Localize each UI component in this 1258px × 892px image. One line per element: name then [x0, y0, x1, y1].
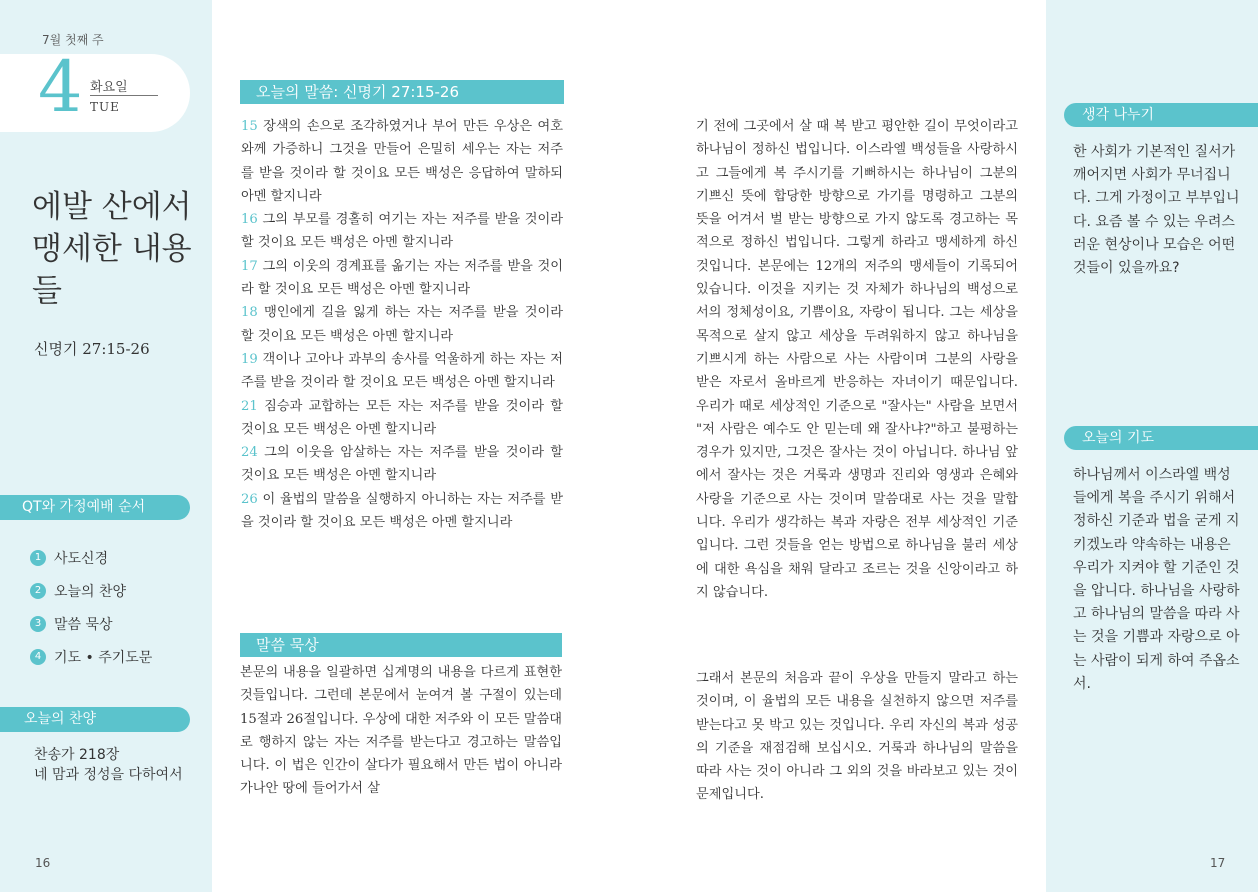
page-number-right: 17: [1210, 856, 1226, 870]
list-item: [30, 541, 152, 574]
meditation-paragraph-2: 그래서 본문의 처음과 끝이 우상을 만들지 말라고 하는 것이며, 이 율법의 모든 내용을 실천하지 않으면 저주를 받는다고 못 박고 있는 것입니다. 우리 자신의 복과 성공의 기준을 재점검해 보십시오. 거룩과 하나님의 말씀을 따라 사는 것이 아니라 그 외의 것을 바라보고 있는 것이 문제입니다.: [696, 671, 1018, 803]
day-number: 4: [38, 46, 83, 128]
verse-number: 16: [241, 212, 258, 228]
day-english: TUE: [90, 100, 120, 114]
scripture-reference: 신명기 27:15-26: [34, 340, 150, 358]
verse-text: 그의 이웃의 경계표를 옮기는 자는 저주를 받을 것이라 할 것이요 모든 백성은 아멘 할지니라: [241, 258, 563, 298]
date-divider: [90, 95, 158, 96]
verse-text: 그의 부모를 경홀히 여기는 자는 저주를 받을 것이라 할 것이요 모든 백성은 아멘 할지니라: [241, 212, 563, 251]
verse: [241, 208, 563, 255]
order-item-label: 기도 • 주기도문: [54, 649, 153, 666]
verse-text: 짐승과 교합하는 모든 자는 저주를 받을 것이라 할 것이요 모든 백성은 아멘 할지니라: [241, 398, 563, 437]
number-badge: 1: [30, 550, 46, 566]
verse-text: 장색의 손으로 조각하였거나 부어 만든 우상은 여호와께 가증하니 그것을 만들어 은밀히 세우는 자는 저주를 받을 것이라 할 것이요 모든 백성은 응답하여 말하되 아멘 할지니라: [241, 119, 563, 204]
verse: [241, 395, 563, 442]
order-item-label: 말씀 묵상: [54, 616, 113, 633]
order-list: [30, 541, 152, 673]
page-number-left: 16: [35, 856, 51, 870]
verse-number: 19: [241, 351, 258, 367]
verse: [241, 348, 563, 395]
hymn-info: [34, 745, 183, 785]
order-item-label: 사도신경: [54, 550, 109, 567]
verse-number: 26: [241, 491, 258, 507]
prayer-heading: 오늘의 기도: [1064, 426, 1258, 450]
think-heading: 생각 나누기: [1064, 103, 1258, 127]
scripture-verses: [241, 115, 563, 534]
meditation-heading: 말씀 묵상: [240, 633, 562, 657]
meditation-paragraph-1b: 기 전에 그곳에서 살 때 복 받고 평안한 길이 무엇이라고 하나님이 정하신 법입니다. 이스라엘 백성들을 사랑하시고 그들에게 복 주시기를 기뻐하시는 하나님이 그분의 기쁘신 뜻에 합당한 방향으로 가기를 명령하고 그분의 뜻을 어겨서 벌 받는 방향으로 가지 않도록 경고하는 목적으로 정하신 법입니다. 그렇게 하라고 맹세하게 하신 것입니다. 본문에는 12개의 저주의 맹세들이 기록되어 있습니다. 이것을 지키는 것 자체가 하나님의 백성으로서의 정체성이요, 기쁨이요, 자랑이 됩니다. 그는 세상을 목적으로 살지 않고 세상을 두려워하지 않고 하나님을 기쁘시게 하는 사람으로 사는 사람이며 그분의 사랑을 받은 자로서 올바르게 반응하는 자녀이기 때문입니다. 우리가 때로 세상적인 기준으로 "잘사는" 사람을 보면서 "저 사람은 예수도 안 믿는데 왜 잘사냐?"하고 불평하는 경우가 있지만, 그것은 잘사는 것이 아닙니다. 하나님 앞에서 잘사는 것은 거룩과 생명과 진리와 영생과 은혜와 사랑을 기준으로 사는 것이며 말씀대로 사는 것을 말합니다. 우리가 생각하는 복과 자랑은 전부 세상적인 기준입니다. 그런 것들을 얻는 방법으로 하나님을 불러 세상에 대한 욕심을 채워 달라고 조르는 것을 신앙이라고 하지 않습니다.: [696, 119, 1018, 600]
verse: [241, 488, 563, 535]
list-item: [30, 574, 152, 607]
number-badge: 3: [30, 616, 46, 632]
verse: [241, 115, 563, 208]
verse-number: 18: [241, 305, 258, 321]
hymn-heading: 오늘의 찬양: [0, 707, 190, 732]
page-title: 에발 산에서 맹세한 내용들: [32, 189, 192, 309]
list-item: [30, 607, 152, 640]
verse-number: 24: [241, 445, 258, 461]
hymn-number: 찬송가 218장: [34, 747, 120, 763]
verse-number: 17: [241, 258, 258, 274]
verse-text: 그의 이웃을 암살하는 자는 저주를 받을 것이라 할 것이요 모든 백성은 아멘 할지니라: [241, 445, 563, 484]
verse: [241, 301, 563, 348]
verse: [241, 255, 563, 302]
prayer-text: 하나님께서 이스라엘 백성들에게 복을 주시기 위해서 정하신 기준과 법을 굳게 지키겠노라 약속하는 내용은 우리가 지켜야 할 기준인 것을 압니다. 하나님을 사랑하고 하나님의 말씀을 따라 사는 것을 기쁨과 자랑으로 아는 사람이 되게 하여 주옵소서.: [1073, 467, 1240, 692]
order-item-label: 오늘의 찬양: [54, 583, 127, 600]
week-label: 7월 첫째 주: [42, 33, 104, 47]
number-badge: 4: [30, 649, 46, 665]
verse-text: 맹인에게 길을 잃게 하는 자는 저주를 받을 것이라 할 것이요 모든 백성은 아멘 할지니라: [241, 305, 563, 344]
verse-number: 21: [241, 398, 258, 414]
list-item: [30, 640, 152, 673]
number-badge: 2: [30, 583, 46, 599]
order-heading: QT와 가정예배 순서: [0, 495, 190, 520]
verse: [241, 441, 563, 488]
verse-text: 이 율법의 말씀을 실행하지 아니하는 자는 저주를 받을 것이라 할 것이요 모든 백성은 아멘 할지니라: [241, 491, 563, 531]
think-text: 한 사회가 기본적인 질서가 깨어지면 사회가 무너집니다. 그게 가정이고 부부입니다. 요즘 볼 수 있는 우려스러운 현상이나 모습은 어떤 것들이 있을까요?: [1073, 144, 1240, 277]
day-korean: 화요일: [90, 80, 128, 95]
verse-text: 객이나 고아나 과부의 송사를 억울하게 하는 자는 저주를 받을 것이라 할 것이요 모든 백성은 아멘 할지니라: [241, 351, 563, 391]
verse-number: 15: [241, 119, 258, 134]
meditation-paragraph-1a: 본문의 내용을 일괄하면 십계명의 내용을 다르게 표현한 것들입니다. 그런데 본문에서 눈여겨 볼 구절이 있는데 15절과 26절입니다. 우상에 대한 저주와 이 모든 말씀대로 행하지 않는 자는 저주를 받는다고 경고하는 말씀입니다. 이 법은 인간이 살다가 필요해서 만든 법이 아니라 가나안 땅에 들어가서 살: [240, 665, 562, 797]
hymn-title: 네 맘과 정성을 다하여서: [34, 767, 183, 783]
scripture-heading: 오늘의 말씀: 신명기 27:15-26: [240, 80, 564, 104]
